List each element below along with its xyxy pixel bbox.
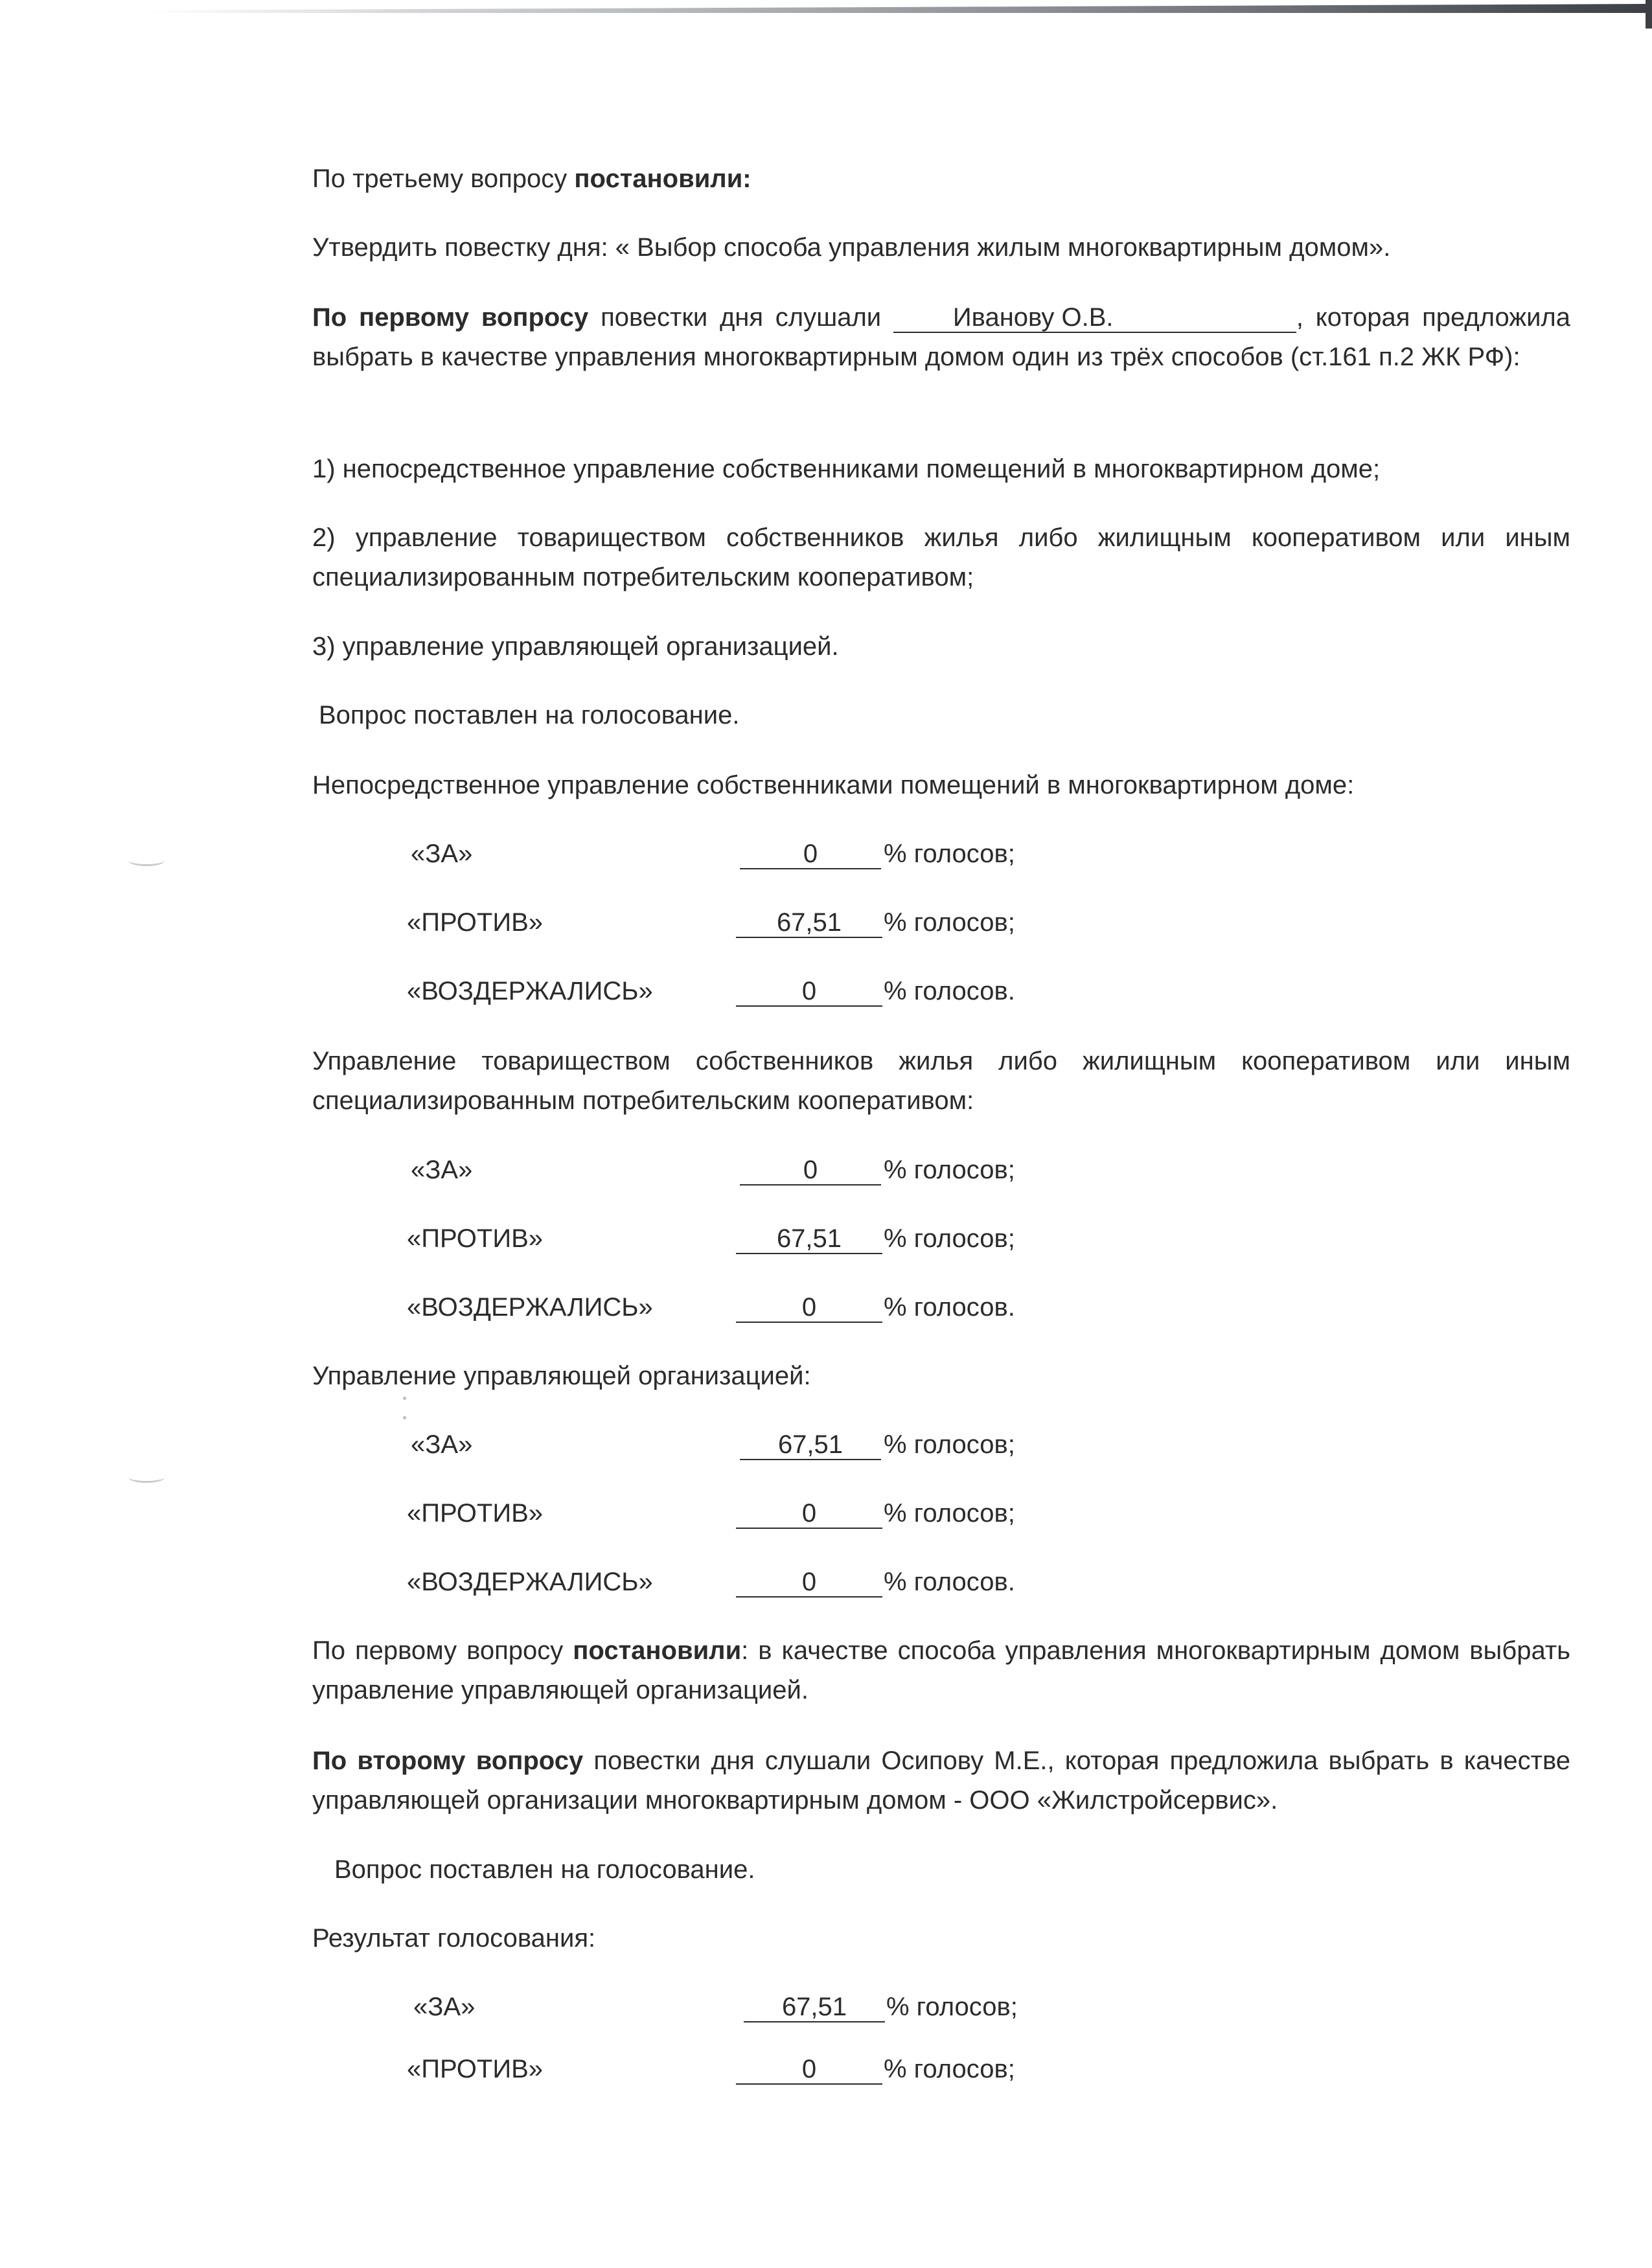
punch-hole-mark	[128, 855, 165, 866]
vote-row-against: «ПРОТИВ» 67,51 % голосов;	[407, 908, 1015, 937]
vote-row-for: «ЗА» 0 % голосов;	[411, 840, 1015, 868]
scan-speck	[403, 1416, 406, 1419]
option-3: 3) управление управляющей организацией.	[312, 632, 839, 661]
paragraph-second-question: По второму вопросу повестки дня слушали Осипову М.Е., которая предложила выбрать в качестве управляющей организации многоквартирным домом - ООО «Жилстройсервис».	[312, 1747, 1570, 1815]
vote-row-abstain: «ВОЗДЕРЖАЛИСЬ» 0 % голосов.	[407, 1293, 1015, 1322]
section-a-title: Непосредственное управление собственниками помещений в многоквартирном доме:	[312, 771, 1355, 799]
scan-speck	[403, 1397, 406, 1400]
option-2: 2) управление товариществом собственников жилья либо жилищным кооперативом или иным специализированным потребительским кооперативом;	[312, 523, 1570, 591]
paragraph-third-question-decided: По третьему вопросу постановили:	[312, 165, 751, 193]
paragraph-approve-agenda: Утвердить повестку дня: « Выбор способа управления жилым многоквартирным домом».	[312, 233, 1391, 262]
result-title: Результат голосования:	[312, 1924, 596, 1953]
vote-row-against: «ПРОТИВ» 67,51 % голосов;	[407, 1224, 1015, 1253]
vote-row-against: «ПРОТИВ» 0 % голосов;	[407, 1499, 1015, 1528]
vote-put-1: Вопрос поставлен на голосование.	[319, 701, 740, 729]
vote-row-for: «ЗА» 0 % голосов;	[411, 1156, 1015, 1184]
vote-row-for: «ЗА» 67,51 % голосов;	[411, 1430, 1015, 1459]
vote-row-abstain: «ВОЗДЕРЖАЛИСЬ» 0 % голосов.	[407, 1568, 1015, 1596]
vote-put-2: Вопрос поставлен на голосование.	[334, 1855, 755, 1884]
decision-first-question: По первому вопросу постановили: в качестве способа управления многоквартирным домом выбрать управление управляющей организацией.	[312, 1636, 1570, 1704]
section-c-title: Управление управляющей организацией:	[312, 1362, 811, 1390]
speaker-name: Иванову О.В.	[952, 303, 1114, 332]
vote-row-abstain: «ВОЗДЕРЖАЛИСЬ» 0 % голосов.	[407, 977, 1015, 1005]
scan-top-edge	[143, 4, 1652, 13]
vote-row-for: «ЗА» 67,51 % голосов;	[413, 1993, 1018, 2021]
option-1: 1) непосредственное управление собственниками помещений в многоквартирном доме;	[312, 455, 1381, 483]
scan-corner	[1646, 0, 1652, 29]
vote-row-against: «ПРОТИВ» 0 % голосов;	[407, 2055, 1015, 2083]
paragraph-first-question: По первому вопросу повестки дня слушали Иванову О.В. , которая предложила выбрать в качестве управления многоквартирным домом один из трёх способов (ст.161 п.2 ЖК РФ):	[312, 303, 1571, 371]
punch-hole-mark	[128, 1472, 165, 1483]
section-b-title: Управление товариществом собственников жилья либо жилищным кооперативом или иным специализированным потребительским кооперативом:	[312, 1047, 1570, 1115]
